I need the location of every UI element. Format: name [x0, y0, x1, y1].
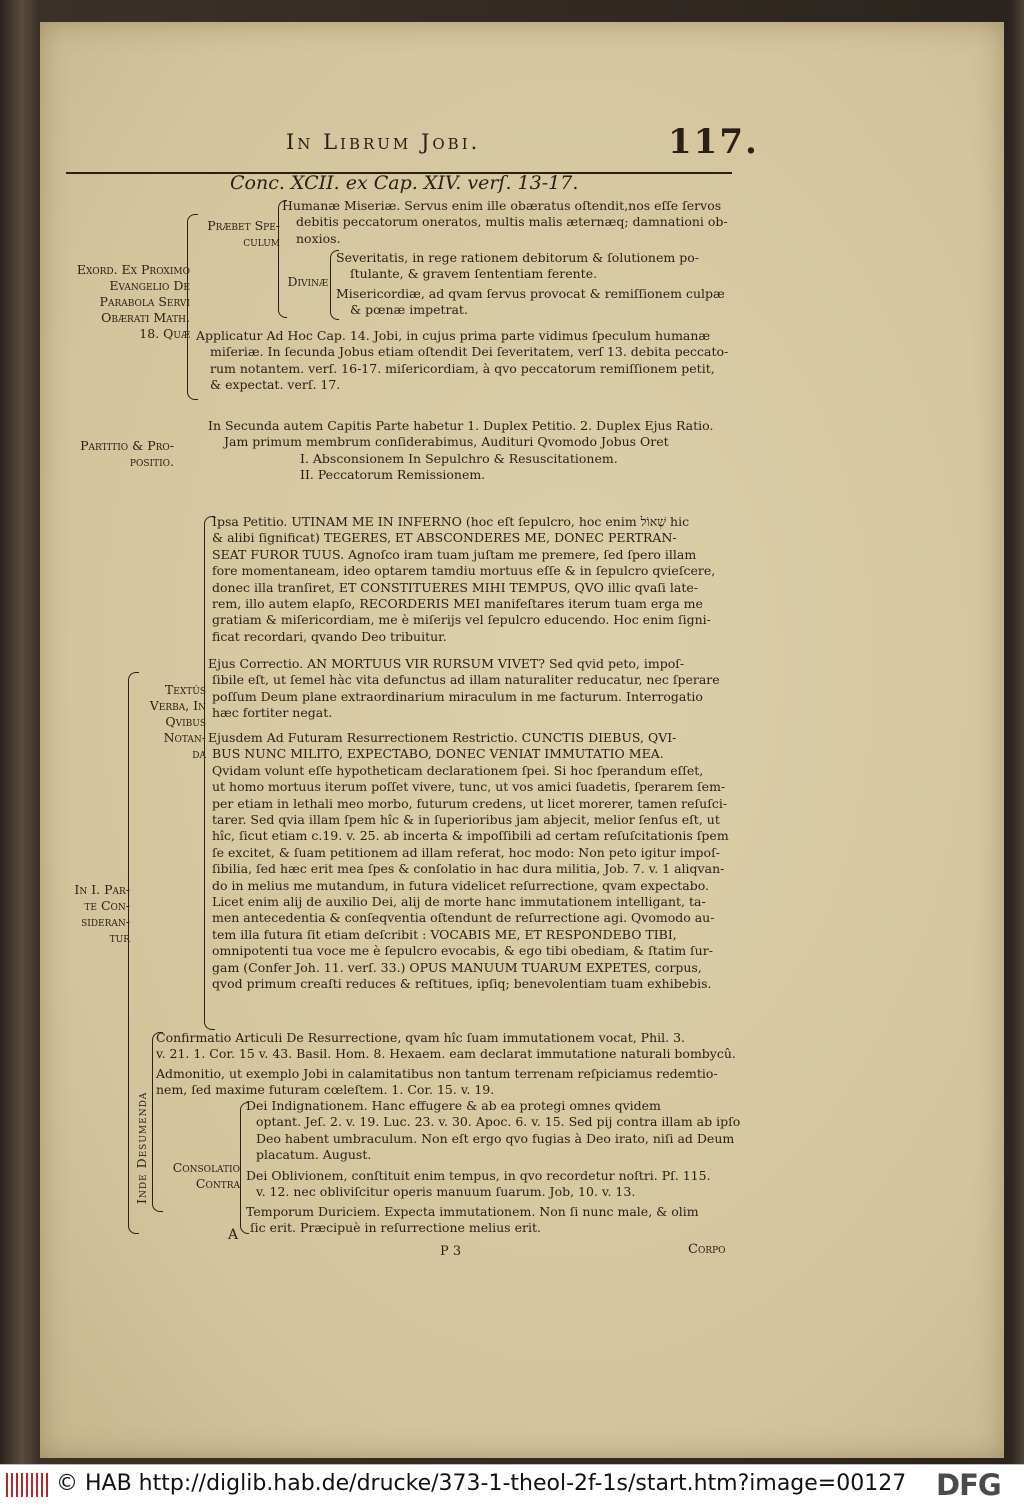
text-line: rem, illo autem elapſo, RECORDERIS MEI manifeſtares iterum tuam erga me — [212, 596, 703, 612]
margin-line: positio. — [129, 454, 174, 469]
text-line: per etiam in lethali meo morbo, futurum credens, ut licet morerer, tamen reſuſci- — [212, 795, 728, 811]
margin-line: Exord. Ex Proximo — [76, 262, 190, 277]
text-line: & expectat. verſ. 17. — [210, 377, 341, 393]
text-line: & pœnæ impetrat. — [350, 302, 468, 318]
text-line: Admonitio, ut exemplo Jobi in calamitatibus non tantum terrenam reſpiciamus redemtio- — [156, 1066, 718, 1081]
text-line: gratiam & miſericordiam, me è miſerijs vel ſepulcro educendo. Hoc enim ſigni- — [212, 612, 711, 628]
margin-line: Obærati Math. — [101, 310, 190, 325]
correctio-block — [208, 656, 720, 722]
text-line: & alibi ſignificat) TEGERES, ET ABSCONDERES ME, DONEC PERTRAN- — [212, 530, 677, 546]
margin-line: Qvibus — [165, 714, 206, 729]
margin-line: da — [192, 746, 206, 761]
exordium-margin — [52, 262, 190, 342]
text-line: Confirmatio Articuli De Resurrectione, qvam hîc ſuam immutationem vocat, Phil. 3. — [156, 1030, 685, 1045]
text-line: SEAT FUROR TUUS. Agnoſco iram tuam juſtam me premere, ſed ſpero illam — [212, 546, 697, 562]
margin-line: 18. Quæ — [139, 326, 190, 341]
concio-title: Conc. XCII. ex Cap. XIV. verſ. 13-17. — [230, 172, 579, 194]
margin-line: Verba, In — [149, 698, 206, 713]
catchword: Corpo — [688, 1242, 726, 1257]
margin-line: te Con- — [84, 898, 130, 913]
margin-line: Textûs — [164, 682, 206, 697]
duritiem-block — [246, 1204, 699, 1237]
text-line: tem illa futura ſit etiam deſcribit : VOCABIS ME, ET RESPONDEBO TIBI, — [212, 926, 677, 942]
text-line: v. 12. nec obliviſcitur operis manuum ſuarum. Job, 10. v. 13. — [256, 1184, 636, 1200]
divinae-label: Divinæ — [287, 274, 328, 289]
margin-line: sideran- — [81, 914, 130, 929]
footer-bar — [0, 1464, 1024, 1505]
text-line: Severitatis, in rege rationem debitorum & ſolutionem po- — [336, 250, 699, 265]
text-line: men antecedentia & conſeqventia oſtendunt de reſurrectione agi. Qvomodo au- — [212, 910, 715, 926]
running-head: In Librum Jobi. — [286, 130, 481, 154]
page-number: 117. — [668, 122, 759, 162]
praebet-label — [190, 218, 280, 250]
signature-a: A — [228, 1227, 239, 1243]
label-line: Consolatio — [172, 1160, 240, 1175]
text-line: Ejus Correctio. AN MORTUUS VIR RURSUM VIVET? Sed qvid peto, impoſ- — [208, 656, 685, 671]
text-line: gam (Confer Joh. 11. verſ. 33.) OPUS MANUUM TUARUM EXPETES, corpus, — [212, 959, 702, 975]
restrictio-block — [208, 730, 729, 993]
text-line: In Secunda autem Capitis Parte habetur 1. Duplex Petitio. 2. Duplex Ejus Ratio. — [208, 418, 714, 433]
text-line: placatum. August. — [256, 1147, 372, 1163]
text-line: ſe excitet, & ſuam petitionem ad illam referat, hoc modo: Non peto igitur impoſ- — [212, 844, 720, 860]
margin-line: Partitio & Pro- — [80, 438, 174, 453]
text-line: Humanæ Miseriæ. Servus enim ille obæratus oſtendit,nos eſſe ſervos — [282, 198, 722, 213]
admonitio-block — [156, 1066, 718, 1099]
text-line: noxios. — [296, 230, 341, 246]
label-line: Contra — [195, 1176, 240, 1191]
text-line: Dei Oblivionem, conſtituit enim tempus, in qvo recordetur noſtri. Pſ. 115. — [246, 1168, 711, 1183]
partitio-margin — [52, 438, 174, 470]
text-line: ſibilia, ſed hæc erit mea ſpes & conſolatio in hac dura militia, Job. 7. v. 1 aliqvan- — [212, 861, 725, 877]
text-line: ſtulante, & gravem ſententiam ferente. — [350, 266, 598, 282]
indignationem-block — [246, 1098, 740, 1164]
text-line: v. 21. 1. Cor. 15 v. 43. Basil. Hom. 8. Hexaem. eam declarat immutatione naturali bombycû. — [156, 1046, 736, 1062]
text-line: hîc, ſicut etiam c.19. v. 25. ab incerta & impoſſibili ad certam reſuſcitationis ſpem — [212, 828, 729, 844]
text-line: miſeriæ. In ſecunda Jobus etiam oſtendit Dei ſeveritatem, verſ 13. debita peccato- — [210, 344, 729, 360]
text-line: ut homo mortuus iterum poſſet vivere, tunc, ut vos amici ſuadetis, ſperarem ſem- — [212, 779, 726, 795]
text-line: Applicatur Ad Hoc Cap. 14. Jobi, in cujus prima parte vidimus ſpeculum humanæ — [196, 328, 711, 343]
partitio-block — [208, 418, 713, 484]
text-line: rum notantem. verſ. 16-17. miſericordiam, à qvo peccatorum remiſſionem petit, — [210, 360, 715, 376]
margin-line: tur — [109, 930, 130, 945]
text-line: do in melius me mutandum, in futura videlicet reſurrectione, qvam expectabo. — [212, 877, 710, 893]
signature-mark: P 3 — [440, 1244, 462, 1259]
text-line: Dei Indignationem. Hanc effugere & ab ea protegi omnes qvidem — [246, 1098, 661, 1113]
oblivionem-block — [246, 1168, 711, 1201]
text-line: omnipotenti tua voce me è ſepulcro evocabis, & ego tibi obediam, & ſtatim ſur- — [212, 943, 713, 959]
margin-line: In I. Par- — [74, 882, 130, 897]
applicatur-block — [196, 328, 728, 394]
margin-line: Parabola Servi — [99, 294, 190, 309]
credit-link[interactable]: © HAB http://diglib.hab.de/drucke/373-1-theol-2f-1s/start.htm?image=00127 — [56, 1471, 907, 1496]
text-line: II. Peccatorum Remissionem. — [300, 467, 486, 483]
inde-desumenda-margin: Inde Desumenda — [134, 1091, 149, 1204]
parte-margin — [52, 882, 130, 946]
book-page — [40, 22, 1004, 1458]
margin-line: Evangelio De — [109, 278, 190, 293]
text-line: ſic erit. Præcipuè in reſurrectione melius erit. — [250, 1220, 541, 1236]
dfg-logo: DFG — [936, 1468, 1001, 1502]
text-line: Jam primum membrum conſiderabimus, Audituri Qvomodo Jobus Oret — [224, 434, 669, 450]
ipsa-petitio-block — [212, 514, 715, 645]
misericordiae-block — [336, 286, 725, 319]
text-line: fore momentaneam, ideo optarem tamdiu mortuus eſſe & in ſepulcro qvieſcere, — [212, 563, 716, 579]
text-line: Deo habent umbraculum. Non eſt ergo qvo fugias à Deo irato, niſi ad Deum — [256, 1130, 735, 1146]
margin-line: Notan- — [163, 730, 206, 745]
text-line: nem, ſed maxime futuram cœleſtem. 1. Cor. 15. v. 19. — [156, 1082, 495, 1098]
text-line: Temporum Duriciem. Expecta immutationem. Non ſi nunc male, & olim — [246, 1204, 699, 1219]
text-line: tarer. Sed qvia illam ſpem hîc & in ſuperioribus jam abjecit, melior ſenſus eſt, ut — [212, 812, 720, 828]
text-line: BUS NUNC MILITO, EXPECTABO, DONEC VENIAT IMMUTATIO MEA. — [212, 746, 664, 762]
label-line: culum — [243, 234, 280, 249]
text-line: I. Absconsionem In Sepulchro & Resuscitationem. — [300, 450, 618, 466]
text-line: Licet enim alij de auxilio Dei, alij de morte hanc immutationem intelligant, ta- — [212, 894, 706, 910]
text-line: Ipsa Petitio. UTINAM ME IN INFERNO (hoc eſt ſepulcro, hoc enim שְׁאוֹל hic — [212, 514, 690, 529]
text-line: hæc fortiter negat. — [212, 705, 333, 721]
text-line: ſibile eſt, ut ſemel hàc vita defunctus ad illam naturaliter reducatur, nec ſperare — [212, 672, 720, 688]
text-line: poſſum Deum plane extraordinarium miraculum in me facturum. Interrogatio — [212, 688, 703, 704]
text-line: donec illa tranſiret, ET CONSTITUERES MIHI TEMPUS, QVO illic qvaſi late- — [212, 579, 698, 595]
confirmatio-block — [156, 1030, 736, 1063]
text-line: Misericordiæ, ad qvam ſervus provocat & remiſſionem culpæ — [336, 286, 725, 301]
text-line: Ejusdem Ad Futuram Resurrectionem Restrictio. CUNCTIS DIEBUS, QVI- — [208, 730, 677, 745]
label-line: Præbet Spe- — [207, 218, 280, 233]
hab-logo-icon — [6, 1473, 48, 1497]
text-line: Qvidam volunt eſſe hypotheticam declarationem ſpei. Si hoc ſperandum eſſet, — [212, 762, 704, 778]
text-line: debitis peccatorum oneratos, multis malis æternæq; damnationi ob- — [296, 214, 728, 230]
text-line: qvod primum creaſti reduces & reſtitues, ipſiq; benevolentiam tuam exhibebis. — [212, 976, 712, 992]
text-line: optant. Jeſ. 2. v. 19. Luc. 23. v. 30. Apoc. 6. v. 15. Sed pij contra illam ab ipſo — [256, 1114, 741, 1130]
humanae-block — [282, 198, 728, 247]
severitatis-block — [336, 250, 699, 283]
textus-margin — [130, 682, 206, 762]
consolatio-label — [152, 1160, 240, 1192]
text-line: ficat recordari, qvando Deo tribuitur. — [212, 628, 447, 644]
